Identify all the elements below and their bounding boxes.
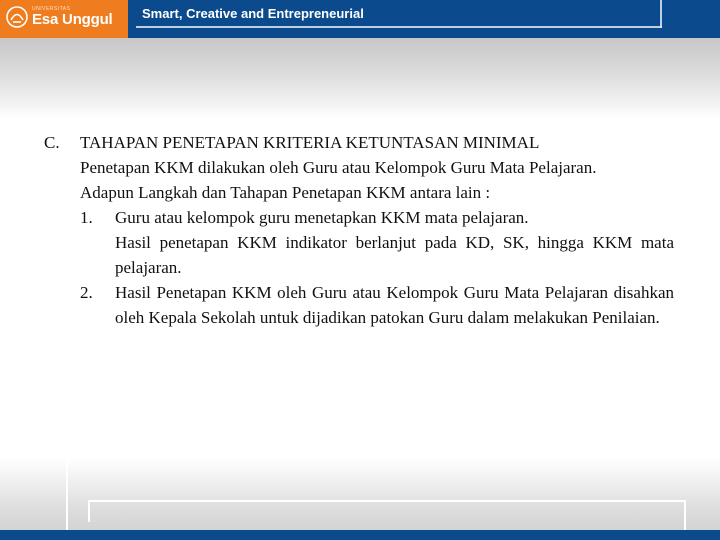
logo-name: Esa Unggul [32,11,113,28]
list-number: 1. [80,208,93,227]
header-divider-vertical [660,0,662,28]
top-grey-band [0,38,720,118]
tagline: Smart, Creative and Entrepreneurial [142,6,364,21]
header-divider [136,26,662,28]
list-item-text: Hasil Penetapan KKM oleh Guru atau Kelompok Guru Mata Pelajaran disahkan oleh Kepala Sekolah untuk dijadikan patokan Guru dalam melakukan Penilaian. [115,283,674,327]
list-item [80,280,674,330]
footer-strip [0,530,720,540]
section-marker: C. [44,133,60,152]
logo [0,0,128,38]
list-item-detail: Hasil penetapan KKM indikator berlanjut pada KD, SK, hingga KKM mata pelajaran. [115,233,674,277]
list-item-text: Guru atau kelompok guru menetapkan KKM mata pelajaran. [115,208,529,227]
paragraph: Adapun Langkah dan Tahapan Penetapan KKM antara lain : [80,183,491,202]
section-title: TAHAPAN PENETAPAN KRITERIA KETUNTASAN MINIMAL [80,133,540,152]
header-bar [0,0,720,38]
slide-content [44,130,674,330]
university-emblem-icon [6,6,28,28]
frame-line-bottom [88,500,686,522]
logo-subtitle: UNIVERSITAS [32,6,71,12]
section-heading [44,130,674,155]
bottom-grey-band [0,458,720,540]
paragraph: Penetapan KKM dilakukan oleh Guru atau Kelompok Guru Mata Pelajaran. [80,158,597,177]
list-item [80,205,674,280]
list-number: 2. [80,283,93,302]
